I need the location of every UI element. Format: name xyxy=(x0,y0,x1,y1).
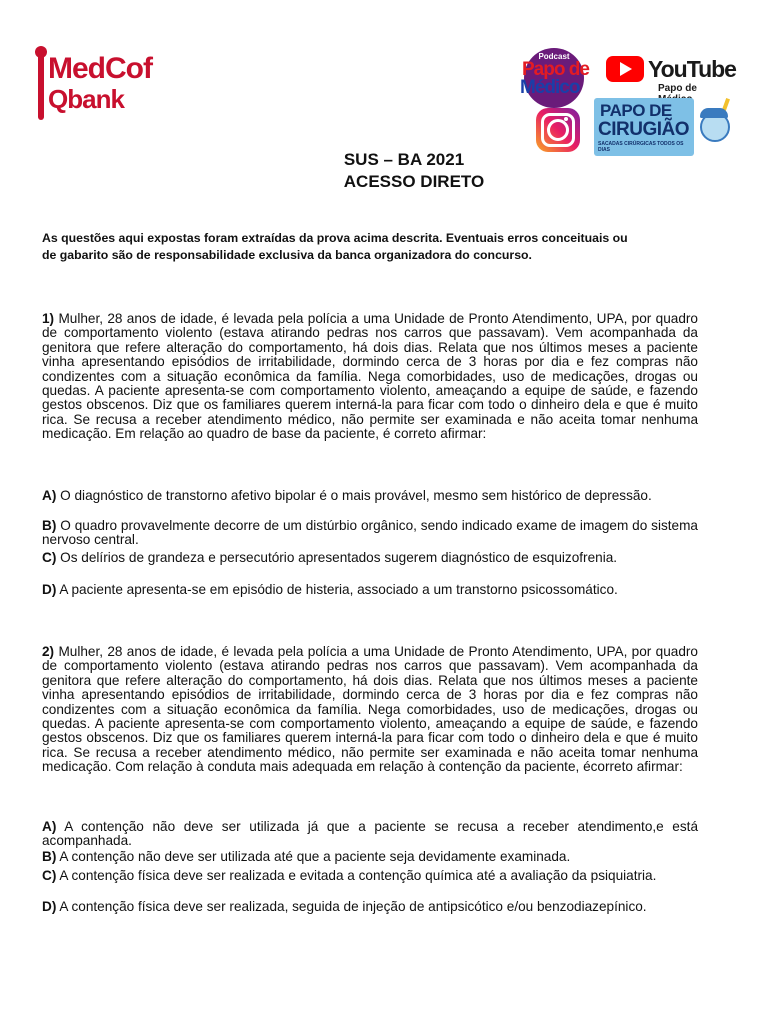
question-text: Mulher, 28 anos de idade, é levada pela polícia a uma Unidade de Pronto Atendimento, UPA, por quadro de comportamento violento (estava atirando pedras nos carros que passavam). Vem acompanhada da genitora que refere alteração do comportamento, há dois dias. Relata que nos últimos meses a paciente vinha apresentando episódios de irritabilidade, dormindo cerca de 3 horas por dia e fez compras não condizentes com a situação econômica da família. Nega comorbidades, uso de medicações, drogas ou quedas. A paciente apresenta-se com comportamento violento, ameaçando a equipe de saúde, e fazendo gestos obscenos. Diz que os familiares querem interná-la para ficar com todo o dinheiro dela e que é muito rica. Se recusa a receber atendimento médico, não permite ser examinada e não aceita tomar nenhuma medicação. Com relação à conduta mais adequada em relação à contenção da paciente, écorreto afirmar: xyxy=(42,644,698,775)
youtube-wordmark: YouTube xyxy=(648,56,736,82)
papo-de-cirurgiao-logo xyxy=(594,98,694,156)
medcof-logo-line1: MedCof xyxy=(48,52,152,85)
question-text: Mulher, 28 anos de idade, é levada pela polícia a uma Unidade de Pronto Atendimento, UPA, por quadro de comportamento violento (estava atirando pedras nos carros que passavam). Vem acompanhada da genitora que refere alteração do comportamento, há dois dias. Relata que nos últimos meses a paciente vinha apresentando episódios de irritabilidade, dormindo cerca de 3 horas por dia e fez compras não condizentes com a situação econômica da família. Nega comorbidades, uso de medicações, drogas ou quedas. A paciente apresenta-se com comportamento violento, ameaçando a equipe de saúde, e fazendo gestos obscenos. Diz que os familiares querem interná-la para ficar com todo o dinheiro dela e que é muito rica. Se recusa a receber atendimento médico, não permite ser examinada e não aceita tomar nenhuma medicação. Em relação ao quadro de base da paciente, é correto afirmar: xyxy=(42,311,698,442)
question-1 xyxy=(42,312,698,442)
cirurgiao-logo-line1: PAPO DE xyxy=(600,101,672,120)
option-text: A contenção não deve ser utilizada já que a paciente se recusa a receber atendimento,e está acompanhada. xyxy=(42,819,699,849)
thermometer-icon xyxy=(38,50,44,120)
option-letter: A) xyxy=(42,819,57,834)
option-text: A contenção não deve ser utilizada até que a paciente seja devidamente examinada. xyxy=(59,849,571,864)
instagram-icon xyxy=(536,108,580,152)
youtube-channel-name: Papo de xyxy=(658,83,697,94)
option-letter: D) xyxy=(42,899,57,914)
medcof-logo-line2: Qbank xyxy=(48,84,124,114)
cirurgiao-tagline: SACADAS CIRÚRGICAS TODOS OS DIAS xyxy=(598,141,684,153)
option-text: A paciente apresenta-se em episódio de histeria, associado a um transtorno psicossomático. xyxy=(59,582,618,597)
option-text: O quadro provavelmente decorre de um distúrbio orgânico, sendo indicado exame de imagem do sistema nervoso central. xyxy=(42,518,698,548)
option-letter: B) xyxy=(42,849,57,864)
exam-subtitle: ACESSO DIRETO xyxy=(343,172,485,191)
option-text: A contenção física deve ser realizada e evitada a contenção química até a avaliação da psiquiatria. xyxy=(59,868,657,883)
disclaimer: As questões aqui expostas foram extraídas da prova acima descrita. Eventuais erros conceituais ou de gabarito são de responsabilidade exclusiva da banca organizadora do concurso. xyxy=(42,231,628,262)
cirurgiao-logo-line2: CIRUGIÃO xyxy=(598,119,689,140)
podcast-label: Podcast xyxy=(538,52,570,61)
option-letter: C) xyxy=(42,868,57,883)
option-letter: D) xyxy=(42,582,57,597)
option-2a xyxy=(42,820,698,849)
surgeon-mascot-icon xyxy=(694,98,734,156)
exam-title: SUS – BA 2021 xyxy=(343,150,465,169)
option-letter: B) xyxy=(42,518,57,533)
option-2b xyxy=(42,850,698,864)
option-text: O diagnóstico de transtorno afetivo bipolar é o mais provável, mesmo sem histórico de depressão. xyxy=(60,488,652,503)
podcast-logo-line2: Médico xyxy=(520,77,580,98)
option-2c xyxy=(42,869,698,883)
option-2d xyxy=(42,900,698,914)
option-letter: A) xyxy=(42,488,57,503)
podcast-logo-line1: Papo de xyxy=(522,59,589,80)
option-1a xyxy=(42,489,698,503)
option-1d xyxy=(42,583,698,597)
question-number: 2) xyxy=(42,644,55,659)
option-text: Os delírios de grandeza e persecutório apresentados sugerem diagnóstico de esquizofrenia. xyxy=(60,550,618,565)
question-2 xyxy=(42,645,698,775)
question-number: 1) xyxy=(42,311,55,326)
youtube-icon xyxy=(606,56,644,82)
option-1b xyxy=(42,519,698,548)
option-1c xyxy=(42,551,698,565)
papo-de-medico-podcast-logo xyxy=(518,48,600,104)
medcof-qbank-logo xyxy=(38,46,168,124)
option-letter: C) xyxy=(42,550,57,565)
option-text: A contenção física deve ser realizada, seguida de injeção de antipsicótico e/ou benzodiazepínico. xyxy=(59,899,647,914)
youtube-logo xyxy=(606,56,736,96)
